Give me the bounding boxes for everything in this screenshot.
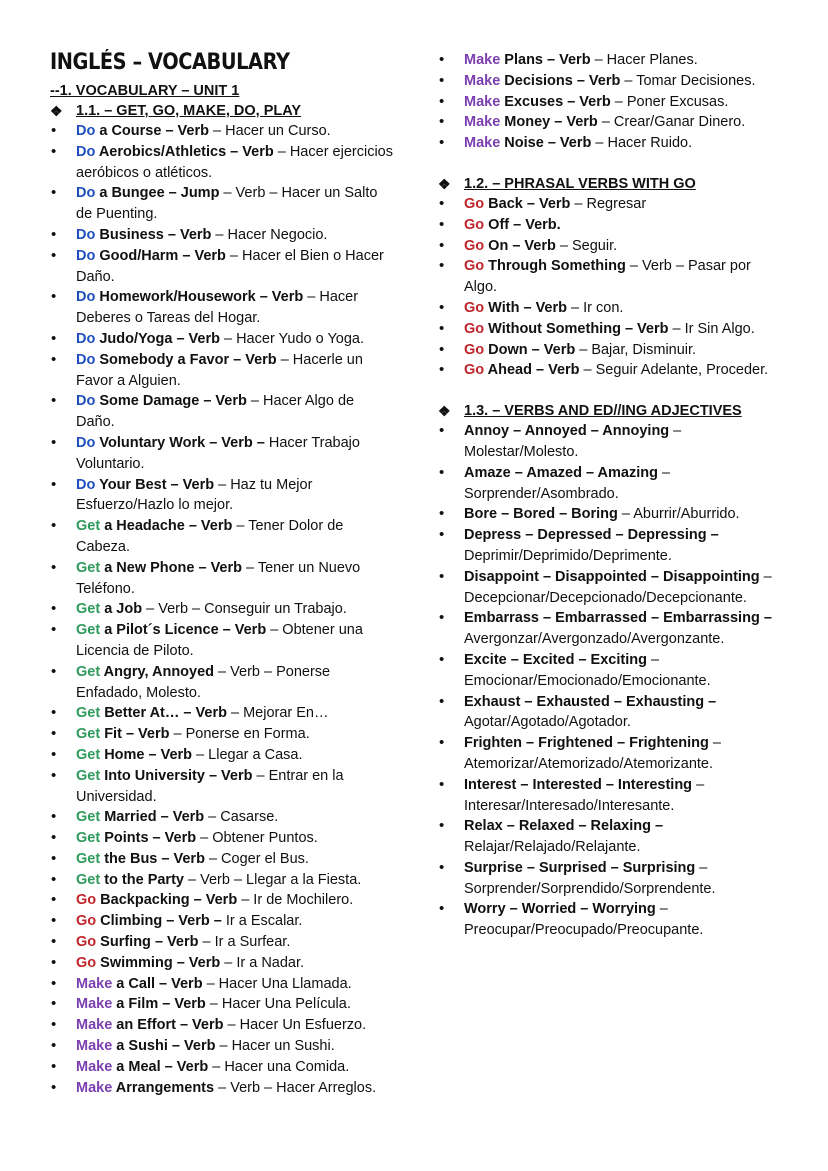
vocab-item (438, 899, 783, 941)
verb-keyword: Make (76, 1058, 113, 1075)
vocab-item (438, 650, 783, 692)
phrase-term: a Course – Verb (95, 123, 209, 139)
verb-keyword: Do (76, 247, 96, 264)
phrase-term: Points – Verb (100, 830, 197, 847)
vocab-item (438, 775, 783, 817)
translation: – Verb – Hacer un Salto de Puenting. (76, 185, 378, 223)
translation: – Emocionar/Emocionado/Emocionante. (464, 651, 711, 689)
phrase-term: Decisions – Verb (500, 72, 621, 89)
section-heading-1-2: ❖ 1.2. – PHRASAL VERBS WITH GO (438, 175, 696, 192)
translation: – Llegar a Casa. (192, 746, 303, 763)
phrase-term: Into University – Verb (100, 767, 253, 784)
phrase-term: a Meal – Verb (112, 1058, 209, 1075)
phrase-term: Exhaust – Exhausted – Exhausting – (464, 693, 717, 710)
verb-keyword: Go (464, 320, 485, 337)
phrase-term: a Call – Verb (112, 975, 203, 992)
verb-keyword: Make (464, 52, 501, 68)
phrase-term: Back – Verb (484, 195, 571, 212)
translation: – Tener un Nuevo Teléfono. (76, 559, 361, 597)
vocab-list-1-1-left (50, 121, 395, 1098)
translation: – Ir a Surfear. (198, 934, 291, 951)
vocab-item (50, 911, 395, 932)
phrase-term: Fit – Verb (100, 726, 170, 743)
vocab-item (50, 932, 395, 953)
vocab-item (50, 662, 395, 704)
translation: – Casarse. (204, 809, 279, 826)
vocab-item (438, 858, 783, 900)
vocab-item (438, 608, 783, 650)
phrase-term: Angry, Annoyed (100, 663, 215, 680)
translation: – Seguir. (555, 237, 618, 254)
verb-keyword: Get (76, 850, 101, 867)
verb-keyword: Get (76, 705, 101, 722)
section-spacer (438, 381, 783, 401)
vocab-item (438, 692, 783, 734)
phrase-term: Surfing – Verb (96, 934, 199, 951)
verb-keyword: Make (464, 72, 501, 89)
phrase-term: With – Verb (484, 299, 567, 316)
vocab-item (438, 463, 783, 505)
phrase-term: Married – Verb (100, 809, 205, 826)
vocab-item (50, 1036, 395, 1057)
verb-keyword: Get (76, 871, 101, 888)
left-column (50, 50, 395, 1098)
vocab-item (50, 350, 395, 392)
verb-keyword: Make (464, 135, 501, 152)
translation: – Crear/Ganar Dinero. (597, 114, 746, 131)
verb-keyword: Do (76, 143, 96, 160)
translation: – Hacer Ruido. (591, 135, 693, 152)
vocab-item (50, 558, 395, 600)
translation: – Bajar, Disminuir. (575, 341, 697, 358)
verb-keyword: Make (464, 93, 501, 110)
translation: – Ir Sin Algo. (668, 320, 755, 337)
verb-keyword: Go (464, 216, 485, 233)
translation: – Interesar/Interesado/Interesante. (464, 776, 705, 814)
translation: – Entrar en la Universidad. (76, 767, 344, 805)
phrase-term: Without Something – Verb (484, 320, 669, 337)
vocab-list-1-2 (438, 194, 783, 381)
verb-keyword: Do (76, 476, 96, 493)
translation: – Molestar/Molesto. (464, 423, 682, 460)
vocab-item (50, 870, 395, 891)
translation: Avergonzar/Avergonzado/Avergonzante. (464, 631, 725, 648)
unit-heading: --1. VOCABULARY – UNIT 1 (50, 83, 240, 99)
phrase-term: Business – Verb (95, 226, 212, 243)
verb-keyword: Go (76, 913, 97, 930)
phrase-term: Excite – Excited – Exciting (464, 651, 647, 668)
translation: – Ir de Mochilero. (237, 892, 354, 909)
vocab-item (438, 215, 783, 236)
phrase-term: Annoy – Annoyed – Annoying (464, 423, 670, 440)
translation: Relajar/Relajado/Relajante. (464, 839, 641, 856)
vocab-item (50, 994, 395, 1015)
vocab-item (438, 194, 783, 215)
translation: – Hacer un Sushi. (215, 1038, 335, 1055)
translation: – Obtener una Licencia de Piloto. (76, 622, 363, 659)
phrase-term: Climbing – Verb – (96, 913, 222, 930)
verb-keyword: Get (76, 746, 101, 763)
phrase-term: Your Best – Verb (95, 476, 215, 493)
translation: – Hacerle un Favor a Alguien. (76, 351, 363, 389)
vocab-item (50, 599, 395, 620)
verb-keyword: Go (464, 258, 485, 275)
phrase-term: Off – Verb. (484, 216, 561, 233)
verb-keyword: Get (76, 830, 101, 847)
translation: – Atemorizar/Atemorizado/Atemorizante. (464, 735, 721, 772)
vocab-item (50, 475, 395, 517)
vocab-item (50, 183, 395, 225)
translation: – Preocupar/Preocupado/Preocupante. (464, 901, 704, 939)
translation: Deprimir/Deprimido/Deprimente. (464, 547, 672, 564)
translation: – Hacer una Comida. (208, 1058, 350, 1075)
phrase-term: Depress – Depressed – Depressing – (464, 527, 719, 544)
translation: – Hacer Un Esfuerzo. (223, 1017, 367, 1034)
verb-keyword: Make (76, 975, 113, 992)
vocab-item (438, 71, 783, 92)
vocab-item (438, 298, 783, 319)
translation: – Coger el Bus. (204, 850, 309, 867)
vocab-item (50, 766, 395, 808)
verb-keyword: Get (76, 767, 101, 784)
translation: – Sorprender/Sorprendido/Sorprendente. (464, 859, 716, 897)
verb-keyword: Do (76, 185, 96, 202)
verb-keyword: Get (76, 809, 101, 826)
phrase-term: Aerobics/Athletics – Verb (95, 143, 274, 160)
verb-keyword: Go (464, 341, 485, 358)
translation: – Ponerse en Forma. (169, 726, 310, 743)
vocab-item (50, 1078, 395, 1099)
phrase-term: Homework/Housework – Verb (95, 289, 304, 306)
phrase-term: Voluntary Work – Verb – (95, 434, 265, 451)
translation: – Hacer el Bien o Hacer Daño. (76, 247, 384, 285)
phrase-term: Judo/Yoga – Verb (95, 330, 220, 347)
translation: – Tomar Decisiones. (620, 72, 756, 89)
section-heading-1-1: ❖ 1.1. – GET, GO, MAKE, DO, PLAY (50, 103, 302, 119)
translation: – Ir con. (567, 299, 624, 316)
verb-keyword: Go (464, 237, 485, 254)
translation: Ir a Escalar. (221, 913, 303, 930)
vocab-item (438, 256, 783, 298)
phrase-term: the Bus – Verb (100, 850, 205, 867)
phrase-term: Surprise – Surprised – Surprising (464, 859, 696, 876)
vocab-item (438, 567, 783, 609)
translation: – Hacer Algo de Daño. (76, 393, 355, 431)
translation: – Hacer Negocio. (211, 226, 328, 243)
vocab-item (438, 733, 783, 775)
verb-keyword: Do (76, 330, 96, 347)
translation: – Verb – Conseguir un Trabajo. (142, 601, 347, 618)
verb-keyword: Make (76, 1079, 113, 1096)
diamond-bullet-icon: ❖ (50, 103, 63, 119)
verb-keyword: Do (76, 289, 96, 306)
vocab-item (50, 329, 395, 350)
vocab-item (50, 433, 395, 475)
phrase-term: Embarrass – Embarrassed – Embarrassing – (464, 610, 772, 627)
translation: Agotar/Agotado/Agotador. (464, 714, 631, 731)
translation: – Mejorar En… (226, 705, 329, 722)
phrase-term: Money – Verb (500, 114, 598, 131)
translation: – Ir a Nadar. (220, 954, 305, 971)
vocab-item (50, 703, 395, 724)
verb-keyword: Go (76, 954, 97, 971)
vocab-item (50, 828, 395, 849)
phrase-term: a Job (100, 601, 143, 618)
vocab-item (438, 816, 783, 858)
vocab-item (438, 421, 783, 463)
translation: – Hacer un Curso. (208, 123, 331, 139)
right-column (438, 50, 783, 941)
translation: – Tener Dolor de Cabeza. (76, 518, 344, 555)
vocab-item (50, 849, 395, 870)
phrase-term: Plans – Verb (500, 52, 591, 68)
phrase-term: Ahead – Verb (484, 362, 580, 379)
vocab-list-1-1-right (438, 50, 783, 154)
vocab-item (438, 50, 783, 71)
phrase-term: Down – Verb (484, 341, 576, 358)
phrase-term: Arrangements (112, 1079, 215, 1096)
translation: – Hacer ejercicios aeróbicos o atléticos. (76, 143, 393, 181)
phrase-term: Noise – Verb (500, 135, 592, 152)
verb-keyword: Make (464, 114, 501, 131)
phrase-term: Some Damage – Verb (95, 393, 247, 410)
section-heading-1-3: ❖ 1.3. – VERBS AND ED//ING ADJECTIVES (438, 403, 742, 420)
vocab-item (438, 92, 783, 113)
phrase-term: Amaze – Amazed – Amazing (464, 464, 658, 481)
translation: – Hacer Una Película. (205, 996, 351, 1013)
verb-keyword: Get (76, 559, 101, 576)
vocab-item (50, 225, 395, 246)
phrase-term: Relax – Relaxed – Relaxing – (464, 818, 664, 835)
vocab-item (438, 525, 783, 567)
verb-keyword: Go (76, 892, 97, 909)
verb-keyword: Go (76, 934, 97, 951)
phrase-term: a Headache – Verb (100, 518, 233, 535)
phrase-term: a Sushi – Verb (112, 1038, 216, 1055)
vocab-item (50, 807, 395, 828)
verb-keyword: Get (76, 518, 101, 535)
translation: – Verb – Pasar por Algo. (464, 258, 751, 296)
verb-keyword: Get (76, 622, 101, 639)
translation: Hacer Trabajo Voluntario. (76, 434, 360, 472)
translation: – Verb – Ponerse Enfadado, Molesto. (76, 663, 331, 701)
verb-keyword: Make (76, 1017, 113, 1034)
phrase-term: Interest – Interested – Interesting (464, 776, 693, 793)
phrase-term: Worry – Worried – Worrying (464, 901, 656, 918)
phrase-term: a Pilot´s Licence – Verb (100, 622, 267, 639)
vocab-item (50, 391, 395, 433)
vocab-list-1-3 (438, 421, 783, 941)
translation: – Obtener Puntos. (196, 830, 318, 847)
verb-keyword: Go (464, 195, 485, 212)
phrase-term: Disappoint – Disappointed – Disappointing (464, 568, 760, 585)
verb-keyword: Do (76, 226, 96, 243)
translation: – Regresar (570, 195, 647, 212)
vocab-item (50, 1015, 395, 1036)
translation: – Hacer Una Llamada. (202, 975, 352, 992)
verb-keyword: Make (76, 1038, 113, 1055)
phrase-term: a New Phone – Verb (100, 559, 242, 576)
verb-keyword: Do (76, 351, 96, 368)
phrase-term: On – Verb (484, 237, 556, 254)
vocab-item (438, 319, 783, 340)
vocab-item (438, 133, 783, 154)
verb-keyword: Get (76, 726, 101, 743)
vocab-item (50, 890, 395, 911)
vocab-item (438, 360, 783, 381)
translation: – Aburrir/Aburrido. (617, 506, 740, 523)
phrase-term: Backpacking – Verb (96, 892, 238, 909)
vocab-item (50, 287, 395, 329)
translation: – Sorprender/Asombrado. (464, 464, 671, 502)
verb-keyword: Do (76, 434, 96, 451)
phrase-term: Better At… – Verb (100, 705, 227, 722)
phrase-term: Somebody a Favor – Verb (95, 351, 277, 368)
phrase-term: Bore – Bored – Boring (464, 506, 618, 523)
verb-keyword: Go (464, 362, 485, 379)
vocab-item (50, 121, 395, 142)
vocab-item (50, 953, 395, 974)
phrase-term: Good/Harm – Verb (95, 247, 226, 264)
vocab-item (438, 504, 783, 525)
phrase-term: Through Something (484, 258, 626, 275)
vocab-item (50, 246, 395, 288)
phrase-term: Excuses – Verb (500, 93, 611, 110)
page-title: INGLÉS – VOCABULARY (50, 50, 290, 75)
translation: – Decepcionar/Decepcionado/Decepcionante. (464, 568, 772, 606)
translation: – Hacer Planes. (590, 52, 698, 68)
vocab-item (50, 724, 395, 745)
verb-keyword: Make (76, 996, 113, 1013)
vocab-item (438, 340, 783, 361)
phrase-term: a Film – Verb (112, 996, 206, 1013)
phrase-term: to the Party (100, 871, 184, 888)
vocab-item (438, 236, 783, 257)
translation: – Haz tu Mejor Esfuerzo/Hazlo lo mejor. (76, 476, 313, 514)
diamond-bullet-icon: ❖ (438, 403, 451, 420)
translation: – Verb – Llegar a la Fiesta. (183, 871, 362, 888)
vocab-item (50, 974, 395, 995)
vocab-item (50, 142, 395, 184)
translation: – Seguir Adelante, Proceder. (579, 362, 769, 379)
vocab-item (50, 516, 395, 558)
vocab-item (438, 112, 783, 133)
vocab-item (50, 745, 395, 766)
translation: – Hacer Yudo o Yoga. (219, 330, 365, 347)
phrase-term: Frighten – Frightened – Frightening (464, 735, 709, 752)
verb-keyword: Do (76, 393, 96, 410)
verb-keyword: Get (76, 663, 101, 680)
vocab-item (50, 620, 395, 662)
section-spacer (438, 154, 783, 174)
verb-keyword: Do (76, 123, 96, 139)
phrase-term: an Effort – Verb (112, 1017, 224, 1034)
verb-keyword: Get (76, 601, 101, 618)
translation: – Verb – Hacer Arreglos. (214, 1079, 377, 1096)
phrase-term: a Bungee – Jump (95, 185, 220, 202)
translation: – Poner Excusas. (610, 93, 729, 110)
translation: – Hacer Deberes o Tareas del Hogar. (76, 289, 359, 327)
verb-keyword: Go (464, 299, 485, 316)
phrase-term: Home – Verb (100, 746, 193, 763)
diamond-bullet-icon: ❖ (438, 175, 451, 192)
phrase-term: Swimming – Verb (96, 954, 221, 971)
vocab-item (50, 1057, 395, 1078)
